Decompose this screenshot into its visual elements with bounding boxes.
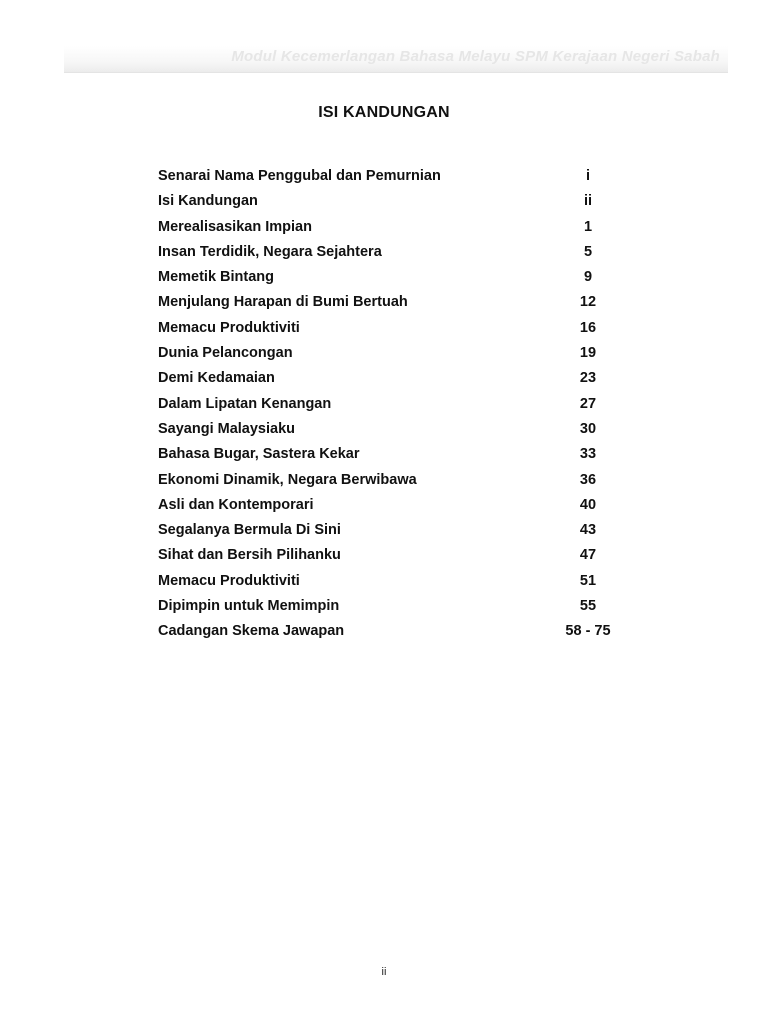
toc-entry-title: Merealisasikan Impian xyxy=(158,218,312,235)
toc-entry xyxy=(158,570,628,595)
toc-entry-page: i xyxy=(585,168,591,184)
toc-entry-page: ii xyxy=(583,193,593,210)
toc-entry xyxy=(158,241,628,266)
toc-entry-title: Asli dan Kontemporari xyxy=(158,496,314,513)
toc-entry xyxy=(158,393,628,418)
toc-entry-page: 12 xyxy=(579,294,597,311)
toc-entry-page: 58 - 75 xyxy=(565,623,611,640)
toc-entry-page: 55 xyxy=(579,598,597,615)
toc-entry-page: 27 xyxy=(579,395,597,412)
toc-entry xyxy=(158,418,628,443)
toc-entry-page: 43 xyxy=(579,522,597,539)
toc-entry xyxy=(158,291,628,316)
toc-entry-title: Segalanya Bermula Di Sini xyxy=(158,522,341,539)
toc-entry xyxy=(158,216,628,241)
toc-entry xyxy=(158,494,628,519)
toc-entry xyxy=(158,342,628,367)
toc-entry xyxy=(158,544,628,569)
toc-entry-page: 40 xyxy=(579,496,597,513)
toc-entry-page: 51 xyxy=(579,572,597,589)
running-header xyxy=(64,46,728,73)
toc-entry-title: Sayangi Malaysiaku xyxy=(158,420,296,437)
toc-entry xyxy=(158,190,628,215)
page-number: ii xyxy=(381,966,387,978)
toc-entry-title: Dalam Lipatan Kenangan xyxy=(158,395,332,412)
toc-entry-title: Insan Terdidik, Negara Sejahtera xyxy=(158,243,382,260)
toc-entry-title: Cadangan Skema Jawapan xyxy=(158,623,345,640)
toc-entry xyxy=(158,519,628,544)
toc-entry-page: 5 xyxy=(583,243,593,260)
running-header-text: Modul Kecemerlangan Bahasa Melayu SPM Kerajaan Negeri Sabah xyxy=(231,48,720,65)
toc-entry-page: 33 xyxy=(579,446,597,463)
toc-entry-page: 30 xyxy=(579,420,597,437)
page-title: ISI KANDUNGAN xyxy=(318,104,450,121)
toc-entry-page: 19 xyxy=(579,345,597,362)
toc-entry-page: 47 xyxy=(579,547,597,564)
toc-entry-title: Memacu Produktiviti xyxy=(158,319,300,336)
toc-entry-title: Senarai Nama Penggubal dan Pemurnian xyxy=(158,168,441,184)
toc-entry-title: Menjulang Harapan di Bumi Bertuah xyxy=(158,294,408,311)
toc-entry-title: Demi Kedamaian xyxy=(158,370,275,387)
toc-entry xyxy=(158,367,628,392)
toc-entry-page: 36 xyxy=(579,471,597,488)
toc-entry-title: Dunia Pelancongan xyxy=(158,345,293,362)
toc-entry xyxy=(158,620,628,645)
toc-entry-title: Memacu Produktiviti xyxy=(158,572,300,589)
table-of-contents xyxy=(158,165,628,646)
toc-entry-page: 23 xyxy=(579,370,597,387)
toc-entry-title: Memetik Bintang xyxy=(158,269,275,286)
toc-entry-page: 1 xyxy=(583,218,593,235)
toc-entry-title: Dipimpin untuk Memimpin xyxy=(158,598,340,615)
toc-entry-title: Ekonomi Dinamik, Negara Berwibawa xyxy=(158,471,417,488)
toc-entry-title: Sihat dan Bersih Pilihanku xyxy=(158,547,341,564)
toc-entry-page: 9 xyxy=(583,269,593,286)
toc-entry-title: Isi Kandungan xyxy=(158,193,258,210)
toc-entry xyxy=(158,595,628,620)
toc-entry xyxy=(158,266,628,291)
toc-entry xyxy=(158,317,628,342)
toc-entry xyxy=(158,469,628,494)
toc-entry-page: 16 xyxy=(579,319,597,336)
toc-entry xyxy=(158,443,628,468)
toc-entry xyxy=(158,165,628,190)
toc-entry-title: Bahasa Bugar, Sastera Kekar xyxy=(158,446,360,463)
